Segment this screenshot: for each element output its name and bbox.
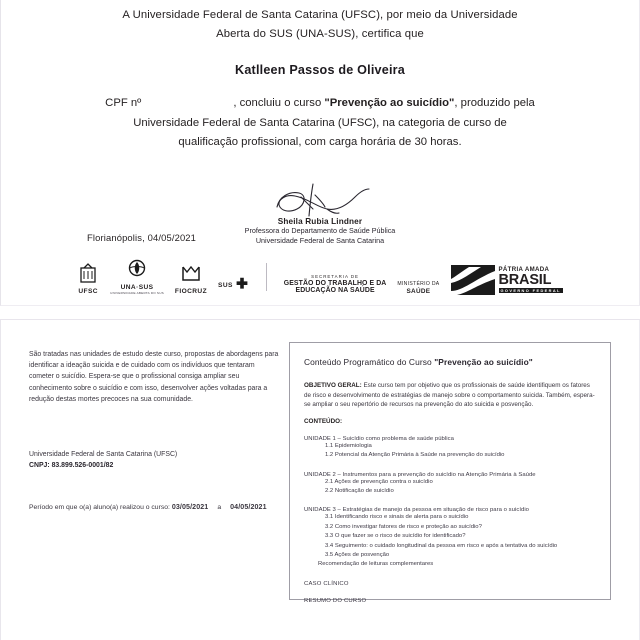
page-separator (0, 306, 640, 320)
course-period (29, 503, 281, 511)
issuer-cnpj: CNPJ: 83.899.526-0001/82 (29, 462, 114, 470)
body-part-2: , produzido pela (454, 97, 535, 109)
secretaria-small-label: SECRETARIA DE (311, 273, 359, 279)
program-unit-heading: UNIDADE 2 – Instrumentos para a prevenção do suicídio na Atenção Primária à Saúde (304, 471, 536, 478)
fiocruz-emblem-icon (179, 262, 203, 286)
body-part-1: , concluiu o curso (233, 97, 325, 109)
course-summary-column (29, 342, 281, 511)
brasil-wordmark (499, 267, 563, 294)
fiocruz-logo (175, 262, 207, 295)
secretaria-block (284, 275, 387, 295)
program-content-label: CONTEÚDO: (304, 417, 343, 425)
program-content-panel (289, 342, 611, 604)
program-title-prefix: Conteúdo Programático do Curso (304, 357, 435, 367)
program-unit-item: 2.2 Notificação de suicídio (325, 488, 394, 494)
program-unit (304, 436, 596, 461)
body-line-3 (59, 133, 581, 153)
unasus-logo-caption: UNA·SUS (120, 284, 154, 291)
city-and-date: Florianópolis, 04/05/2021 (87, 232, 197, 243)
course-period-start: 03/05/2021 (171, 503, 209, 512)
program-objective (304, 381, 596, 410)
ministerio-block (397, 282, 439, 295)
health-cross-icon (235, 277, 249, 291)
program-title (304, 357, 596, 367)
brasil-flag-mark-icon (451, 265, 495, 295)
brasil-label: BRASIL (498, 271, 552, 288)
program-unit-item: 3.1 Identificando risco e sinais de alerta para o suicídio (325, 514, 469, 521)
certificate-paragraph (59, 94, 581, 153)
workload-hours: 30 (414, 136, 428, 148)
logo-strip (1, 258, 639, 295)
governo-federal-label: GOVERNO FEDERAL (500, 287, 561, 293)
course-abstract: São tratadas nas unidades de estudo deste curso, propostas de abordagens para identificar a ideação suicida e de cuidado com os indivíduos que tentaram cometer o suicídio. Espera-se que o profissional consiga ampliar seu conhecimento sobre o suicídio e com isso, desenvolver ações voltadas para a redução destas mortes precoces na sua comunidade. (29, 350, 279, 403)
program-unit-item: 3.5 Ações de posvenção (325, 552, 390, 559)
ufsc-logo (77, 262, 99, 295)
program-unit-heading: UNIDADE 3 – Estratégias de manejo da pessoa em situação de risco para o suicídio (304, 507, 530, 514)
secretaria-line-2: EDUCAÇÃO NA SAÚDE (295, 287, 375, 295)
sus-logo-caption: SUS (218, 281, 233, 289)
secretaria-line-1: GESTÃO DO TRABALHO E DA (283, 279, 387, 287)
ministerio-line-1: MINISTÉRIO DA (397, 280, 440, 287)
unasus-logo (110, 258, 164, 295)
program-objective-text: Este curso tem por objetivo que os profissionais de saúde identifiquem os fatores de risco e desenvolvimento de estratégias de manejo sobre o comportamento suicida. Também, espera-se ampliar o seu repertório de recursos na prevenção do ato suicida e posvenção. (304, 382, 595, 409)
certificate-back-page (0, 320, 640, 640)
program-unit-item: 3.2 Como investigar fatores de risco e proteção ao suicídio? (325, 523, 482, 530)
student-name: Katlleen Passos de Oliveira (235, 63, 405, 77)
program-unit (304, 507, 596, 569)
intro-line-1: A Universidade Federal de Santa Catarina (UFSC), por meio da Universidade (122, 9, 518, 21)
program-title-course: "Prevenção ao suicídio" (434, 357, 533, 367)
program-unit-heading: UNIDADE 1 – Suicídio como problema de saúde pública (304, 435, 454, 442)
course-period-end: 04/05/2021 (230, 503, 267, 512)
program-unit-note: Recomendação de leituras complementares (318, 561, 434, 568)
cpf-label: CPF nº (105, 97, 142, 109)
certificate-front-page (0, 0, 640, 306)
body-line-3-prefix: qualificação profissional, com carga horária de (178, 136, 415, 148)
ufsc-crest-icon (77, 262, 99, 286)
body-line-3-suffix: horas. (427, 136, 462, 148)
program-caso-clinico: CASO CLÍNICO (304, 580, 349, 587)
signature-institution: Universidade Federal de Santa Catarina (255, 235, 385, 245)
issuer-institution: Universidade Federal de Santa Catarina (UFSC) (29, 450, 178, 458)
program-unit-item: 1.2 Potencial da Atenção Primária à Saúde na prevenção do suicídio (325, 452, 505, 459)
ufsc-logo-caption: UFSC (78, 288, 98, 295)
program-unit-item: 3.3 O que fazer se o risco de suicídio for identificado? (325, 533, 466, 540)
program-unit-item: 1.1 Epidemiologia (325, 442, 372, 449)
program-objective-label: OBJETIVO GERAL: (304, 382, 362, 389)
course-period-label: Período em que o(a) aluno(a) realizou o curso: (29, 504, 170, 512)
patria-amada-label: PÁTRIA AMADA (498, 265, 550, 273)
signature-name: Sheila Rubia Lindner (277, 216, 363, 226)
program-unit-item: 2.1 Ações de prevenção contra o suicídio (325, 478, 433, 485)
ministerio-line-2: SAÚDE (406, 287, 431, 295)
program-resumo-curso: RESUMO DO CURSO (304, 597, 367, 604)
handwritten-signature-icon (255, 183, 385, 219)
body-line-2: Universidade Federal de Santa Catarina (UFSC), na categoria de curso de (133, 116, 507, 129)
governo-federal-logo (451, 265, 563, 295)
issuer-block (29, 449, 281, 471)
sus-logo (218, 277, 249, 295)
program-unit-item: 3.4 Seguimento: o cuidado longitudinal da pessoa em risco e após a tentativa do suicídio (325, 542, 558, 549)
certificate-text-block (1, 0, 639, 246)
course-period-separator: a (217, 504, 222, 512)
program-unit (304, 472, 596, 497)
unasus-emblem-icon (126, 258, 148, 282)
fiocruz-logo-caption: FIOCRUZ (174, 288, 208, 295)
logo-divider (266, 263, 267, 291)
course-name: "Prevenção ao suicídio" (324, 97, 455, 109)
unasus-logo-sub: UNIVERSIDADE ABERTA DO SUS (110, 291, 164, 295)
signature-role: Professora do Departamento de Saúde Pública (244, 225, 396, 235)
intro-line-2: Aberta do SUS (UNA-SUS), certifica que (216, 28, 424, 40)
